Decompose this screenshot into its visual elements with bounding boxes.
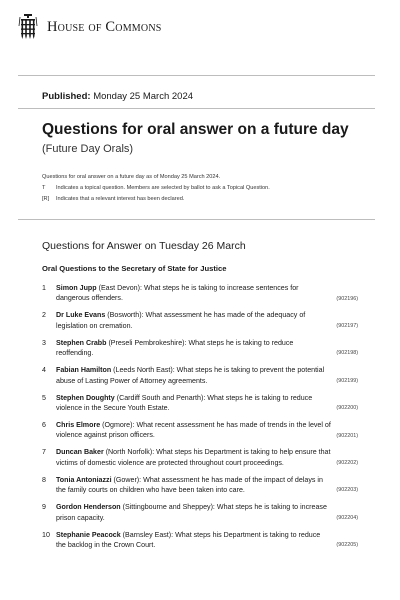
logo-text <box>47 19 162 36</box>
question-text: What steps he is taking to prevent the potential abuse of Lasting Power of Attorney agreements. <box>56 366 325 385</box>
question-item <box>42 393 362 420</box>
document-subtitle: (Future Day Orals) <box>42 143 134 155</box>
member-constituency: (Cardiff South and Penarth): <box>116 393 206 402</box>
member-name: Dr Luke Evans <box>56 311 106 320</box>
logo-wordmark: House of Commons <box>47 18 162 35</box>
published-label: Published: <box>42 91 91 102</box>
document-title: Questions for oral answer on a future day <box>42 121 349 138</box>
member-constituency: (Barnsley East): <box>122 530 174 539</box>
note-item <box>42 194 270 205</box>
question-item <box>42 283 362 310</box>
question-text: What recent assessment he has made of trends in the level of violence against prison officers. <box>56 420 331 440</box>
question-number: 1 <box>42 284 46 292</box>
question-body <box>56 338 332 359</box>
question-body <box>56 420 332 441</box>
member-name: Simon Jupp <box>56 284 97 292</box>
question-body <box>56 475 332 496</box>
question-item <box>42 502 362 529</box>
question-body <box>56 365 332 386</box>
question-number: 9 <box>42 503 46 512</box>
question-body <box>56 283 332 304</box>
question-text: What steps he is taking to reduce reoffending. <box>56 338 294 358</box>
member-constituency: (Sittingbourne and Sheppey): <box>122 503 215 512</box>
published-date: Monday 25 March 2024 <box>93 91 194 102</box>
question-number: 10 <box>42 530 50 539</box>
question-text: What assessment he has made of the adequacy of legislation on cremation. <box>56 311 306 330</box>
question-body <box>56 502 332 523</box>
member-name: Fabian Hamilton <box>56 366 112 375</box>
notes-block <box>42 172 270 205</box>
divider <box>18 219 375 220</box>
question-item <box>42 338 362 365</box>
question-number: 3 <box>42 338 46 347</box>
questions-list <box>42 283 362 557</box>
section-subheading: Oral Questions to the Secretary of State for Justice <box>42 264 227 273</box>
member-constituency: (North Norfolk): <box>105 448 155 457</box>
question-number: 7 <box>42 448 46 457</box>
member-constituency: (Leeds North East): <box>113 366 175 375</box>
note-item <box>42 183 270 194</box>
note-key: [R] <box>42 196 50 202</box>
question-number: 5 <box>42 393 46 402</box>
house-of-commons-logo <box>18 14 162 40</box>
divider <box>18 108 375 109</box>
member-name: Stephanie Peacock <box>56 530 121 539</box>
member-constituency: (Gower): <box>113 475 142 484</box>
question-item <box>42 530 362 557</box>
question-reference: (902205) <box>336 542 358 549</box>
member-constituency: (Ogmore): <box>102 420 135 429</box>
question-number: 8 <box>42 475 46 484</box>
question-reference: (902197) <box>336 322 358 329</box>
member-name: Duncan Baker <box>56 448 104 457</box>
question-reference: (902202) <box>336 459 358 466</box>
question-item <box>42 420 362 447</box>
question-body <box>56 447 332 468</box>
question-item <box>42 310 362 337</box>
question-item <box>42 365 362 392</box>
member-constituency: (Preseli Pembrokeshire): <box>108 338 187 347</box>
member-name: Tonia Antoniazzi <box>56 475 112 484</box>
member-name: Stephen Doughty <box>56 393 115 402</box>
member-constituency: (East Devon): <box>98 284 142 292</box>
question-body <box>56 393 332 414</box>
note-key: T <box>42 185 46 191</box>
question-body <box>56 530 332 551</box>
question-reference: (902200) <box>336 405 358 412</box>
question-reference: (902203) <box>336 487 358 494</box>
member-constituency: (Bosworth): <box>107 311 144 320</box>
question-text: What steps he is taking to increase prison capacity. <box>56 503 327 522</box>
question-number: 4 <box>42 366 46 375</box>
note-text: Indicates that a relevant interest has been declared. <box>56 196 185 202</box>
question-text: What assessment he has made of the impact of delays in the family courts on children who have been taken into care. <box>56 475 323 495</box>
question-item <box>42 447 362 474</box>
portcullis-icon <box>18 14 38 40</box>
member-name: Stephen Crabb <box>56 338 107 347</box>
question-reference: (902204) <box>336 514 358 521</box>
notes-intro: Questions for oral answer on a future day as of Monday 25 March 2024. <box>42 174 221 180</box>
question-reference: (902196) <box>336 295 358 302</box>
question-item <box>42 475 362 502</box>
question-text: What steps his Department is taking to reduce the backlog in the Crown Court. <box>56 530 321 549</box>
question-reference: (902198) <box>336 350 358 357</box>
question-number: 2 <box>42 311 46 320</box>
divider <box>18 75 375 76</box>
question-number: 6 <box>42 420 46 429</box>
question-reference: (902201) <box>336 432 358 439</box>
section-heading: Questions for Answer on Tuesday 26 March <box>42 240 246 252</box>
question-body <box>56 310 332 331</box>
question-text: What steps he is taking to reduce violence in the Secure Youth Estate. <box>56 393 313 412</box>
published-line <box>42 91 193 102</box>
member-name: Chris Elmore <box>56 420 101 429</box>
question-reference: (902199) <box>336 377 358 384</box>
note-text: Indicates a topical question. Members are selected by ballot to ask a Topical Question. <box>56 185 270 191</box>
question-text: What steps he is taking to increase sentences for dangerous offenders. <box>56 284 299 303</box>
member-name: Gordon Henderson <box>56 503 121 512</box>
question-text: What steps his Department is taking to help ensure that victims of domestic violence are protected throughout court proceedings. <box>56 448 331 467</box>
